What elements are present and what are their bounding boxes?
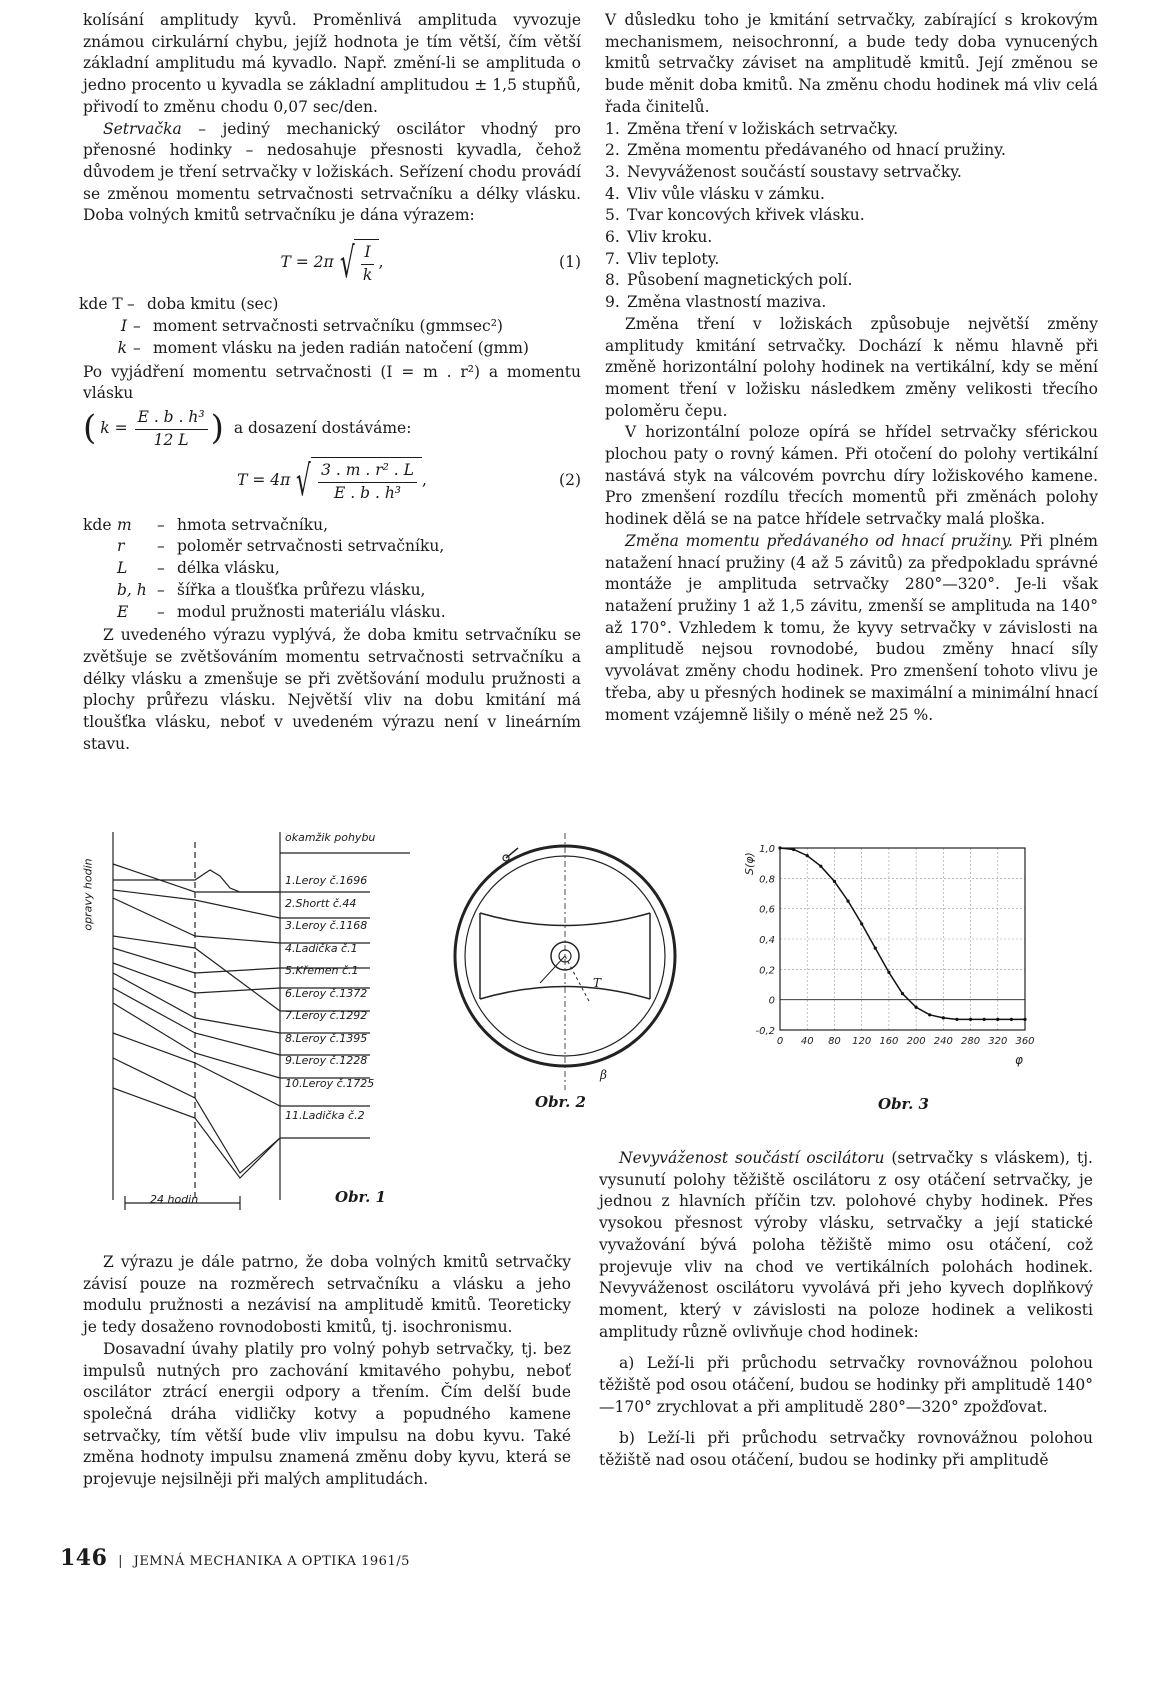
- variable-row: kde T – doba kmitu (sec): [79, 294, 581, 316]
- k-lhs: k =: [100, 419, 128, 438]
- series-label: 2.Shortt č.44: [285, 896, 357, 910]
- left-column-bottom: [83, 1252, 571, 1491]
- eq2-lhs: T = 4π: [237, 471, 291, 490]
- figure-1: [80, 828, 440, 1213]
- y-tick-label: -0,2: [755, 1026, 775, 1037]
- list-item: [605, 162, 1098, 184]
- data-point: [928, 1013, 931, 1016]
- figure-1-labels: [285, 870, 374, 1128]
- x-axis-label: φ: [1015, 1053, 1023, 1067]
- x-tick-label: 120: [852, 1036, 872, 1047]
- equation-number: (2): [559, 471, 581, 490]
- fraction: [361, 242, 373, 286]
- variable-desc: moment vlásku na jeden radián natočení (gmm): [153, 338, 529, 357]
- data-point: [983, 1018, 986, 1021]
- list-text: Vliv kroku.: [627, 228, 713, 247]
- paragraph: [599, 1148, 1093, 1343]
- list-number: 4.: [605, 184, 620, 203]
- radical-sign: √: [296, 456, 312, 506]
- paragraph: b) Leží-li při průchodu setrvačky rovnovážnou polohou těžiště nad osou otáčení, budou se hodinky při amplitudě: [599, 1429, 1093, 1470]
- data-point: [860, 922, 863, 925]
- list-text: Působení magnetických polí.: [627, 271, 853, 290]
- series-label: 11.Ladička č.2: [285, 1109, 365, 1122]
- term: Setrvačka: [103, 119, 182, 138]
- data-point: [887, 971, 890, 974]
- sqrt: [290, 457, 422, 504]
- radical-sign: √: [339, 237, 355, 287]
- variable-row: r – poloměr setrvačnosti setrvačníku,: [83, 536, 581, 558]
- right-column-bottom: [599, 1148, 1093, 1472]
- figure-1-scale: 24 hodin: [150, 1193, 199, 1206]
- variable-row: L – délka vlásku,: [83, 558, 581, 580]
- variable-symbol: E: [117, 602, 129, 621]
- series-label: 4.Ladička č.1: [285, 941, 358, 955]
- variable-symbol: kde T: [79, 295, 123, 314]
- data-point: [942, 1016, 945, 1019]
- page-footer: [60, 1545, 410, 1571]
- paragraph: Z výrazu je dále patrno, že doba volných kmitů setrvačky závisí pouze na rozměrech setrvačníku a vlásku a jeho modulu pružnosti a nezávisí na amplitudě kmitů. Teoreticky je tedy dosaženo rovnodobosti kmitů, tj. isochronismu.: [83, 1253, 571, 1337]
- list-text: Tvar koncových křivek vlásku.: [627, 206, 865, 225]
- data-point: [778, 846, 781, 849]
- journal-name: JEMNÁ MECHANIKA A OPTIKA 1961/5: [133, 1554, 410, 1569]
- kde-label: kde: [83, 515, 112, 534]
- right-column-top: [605, 10, 1098, 726]
- figure-3: [735, 840, 1065, 1080]
- data-point: [846, 899, 849, 902]
- numerator: I: [361, 242, 373, 265]
- list-number: 6.: [605, 228, 620, 247]
- variable-row: k – moment vlásku na jeden radián natočení (gmm): [83, 338, 581, 360]
- list-number: 2.: [605, 141, 620, 160]
- x-tick-label: 80: [828, 1036, 841, 1047]
- numerator: 3 . m . r² . L: [318, 460, 417, 483]
- equation-k: ( k = $\frac{\text{E . b . h³}}{12 L}$ ) a dosazení dostáváme:: [83, 407, 581, 451]
- data-point: [955, 1018, 958, 1021]
- figure-1-header: okamžik pohybu: [285, 831, 376, 844]
- figure-1-caption: Obr. 1: [335, 1188, 386, 1206]
- variable-row: E – modul pružnosti materiálu vlásku.: [83, 602, 581, 624]
- fraction: [135, 407, 208, 451]
- list-item: [605, 227, 1098, 249]
- list-number: 9.: [605, 293, 620, 312]
- x-tick-label: 360: [1015, 1036, 1035, 1047]
- radicand: [311, 457, 422, 504]
- paragraph: a) Leží-li při průchodu setrvačky rovnovážnou polohou těžiště pod osou otáčení, budou se hodinky při amplitudě 140°—170° zrychlovat a při amplitudě 280°—320° zpožďovat.: [599, 1354, 1093, 1416]
- x-tick-label: 200: [906, 1036, 926, 1047]
- paragraph: Dosavadní úvahy platily pro volný pohyb setrvačky, tj. bez impulsů nutných pro zachování kmitavého pohybu, neboť oscilátor ztrácí energii odpory a třením. Čím delší bude společná dráha vidličky kotvy a popudného kamene setrvačky, tím větší bude vliv impulsu na dobu kyvu. Také změna hodnoty impulsu znamená změnu doby kyvu, která se projevuje nejsilněji při malých amplitudách.: [83, 1339, 571, 1489]
- eq-tail: ,: [378, 252, 384, 271]
- data-point: [833, 880, 836, 883]
- variable-symbol: m: [117, 515, 132, 534]
- sqrt: [334, 239, 379, 286]
- paragraph: Z uvedeného výrazu vyplývá, že doba kmitu setrvačníku se zvětšuje se zvětšováním momentu setrvačnosti setrvačníku a délky vlásku a zmenšuje se při zvětšování modulu pružnosti a plochy průřezu vlásku. Největší vliv na dobu kmitání má tloušťka vlásku, neboť v uvedeném výrazu není v lineárním stavu.: [83, 626, 581, 753]
- figure-2: [450, 828, 680, 1098]
- denominator: k: [362, 265, 373, 284]
- variable-symbol: I: [120, 317, 127, 336]
- x-tick-label: 40: [800, 1036, 814, 1047]
- page-number: 146: [60, 1545, 108, 1571]
- data-point: [819, 865, 822, 868]
- data-point: [996, 1018, 999, 1021]
- list-item: [605, 184, 1098, 206]
- footer-separator: |: [118, 1554, 123, 1569]
- equation-1: [83, 239, 581, 286]
- factor-list: [605, 119, 1098, 314]
- paragraph: kolísání amplitudy kyvů. Proměnlivá amplituda vyvozuje známou cirkulární chybu, jejíž hodnota je tím větší, čím větší základní amplitudu má kyvadlo. Např. změní-li se amplituda o jedno procento u kyvadla se základní amplitudou ± 1,5 stupňů, přivodí to změnu chodu 0,07 sec/den.: [83, 11, 581, 116]
- x-tick-label: 0: [776, 1036, 784, 1047]
- list-item: [605, 270, 1098, 292]
- variable-symbol: k: [117, 338, 127, 357]
- variable-desc: hmota setrvačníku,: [177, 515, 329, 534]
- denominator: E . b . h³: [334, 484, 402, 503]
- x-tick-label: 240: [933, 1036, 953, 1047]
- series-label: 5.Křemen č.1: [285, 964, 359, 977]
- data-point: [806, 854, 809, 857]
- data-point: [969, 1018, 972, 1021]
- figure-1-ylabel: opravy hodin: [81, 858, 95, 931]
- list-text: Nevyváženost součástí soustavy setrvačky.: [627, 162, 962, 181]
- variable-desc: doba kmitu (sec): [147, 295, 279, 314]
- equation-tail: a dosazení dostáváme:: [233, 419, 412, 438]
- list-item: [605, 205, 1098, 227]
- equation-number: (1): [559, 252, 581, 271]
- series-label: 3.Leroy č.1168: [285, 919, 368, 932]
- variable-list-2: [83, 515, 581, 624]
- paragraph: Změna tření v ložiskách způsobuje největší změny amplitudy kmitání setrvačky. Dochází k němu hlavně při změně horizontální polohy hodinek na vertikální, kdy se mění moment tření v ložisku následkem změny velikosti třecího poloměru čepu.: [605, 314, 1098, 420]
- list-item: [605, 140, 1098, 162]
- paragraph: [83, 119, 581, 228]
- series-label: 1.Leroy č.1696: [285, 874, 368, 887]
- equation-2: [83, 457, 581, 504]
- figure-2-label-beta: β: [600, 1068, 607, 1082]
- variable-row: I – moment setrvačnosti setrvačníku (gmmsec²): [83, 316, 581, 338]
- list-item: [605, 292, 1098, 314]
- variable-desc: moment setrvačnosti setrvačníku (gmmsec²): [153, 317, 503, 336]
- list-text: Změna vlastností maziva.: [627, 293, 827, 312]
- list-number: 8.: [605, 271, 620, 290]
- figure-2-caption: Obr. 2: [535, 1093, 586, 1111]
- list-number: 7.: [605, 249, 620, 268]
- series-label: 7.Leroy č.1292: [285, 1009, 368, 1022]
- list-number: 5.: [605, 206, 620, 225]
- numerator: E . b . h³: [135, 407, 208, 430]
- variable-desc: modul pružnosti materiálu vlásku.: [177, 602, 446, 621]
- paragraph-text: (setrvačky s vláskem), tj. vysunutí polohy těžiště oscilátoru z osy otáčení setrvačky, je jednou z hlavních příčin tzv. polohové chyby hodinek. Přes vysokou přesnost výroby vlásku, setrvačky a její statické vyvažování bývá poloha těžiště mimo osu otáčení, což projevuje vliv na chod ve vertikálních polohách hodinek. Nevyváženost oscilátoru vyvolává při jeho kyvech doplňkový moment, který v závislosti na poloze hodinek a velikosti amplitudy různě ovlivňuje chod hodinek:: [599, 1149, 1093, 1341]
- x-tick-label: 280: [961, 1036, 981, 1047]
- y-axis-label: S(φ): [743, 852, 756, 875]
- left-column-top: [79, 10, 581, 756]
- figure-2-label-T: T: [593, 976, 602, 990]
- paragraph: V horizontální poloze opírá se hřídel setrvačky sférickou plochou paty o rovný kámen. Při otočení do polohy vertikální nastává styk na válcovém povrchu díry ložiskového kamene. Pro zmenšení rozdílu třecích momentů při změnách polohy hodinek dělá se na patce hřídele setrvačky malá ploška.: [605, 423, 1098, 529]
- list-text: Změna tření v ložiskách setrvačky.: [627, 119, 899, 138]
- variable-symbol: r: [117, 537, 125, 556]
- series-label: 8.Leroy č.1395: [285, 1031, 368, 1045]
- paragraph: [605, 531, 1098, 726]
- list-text: Změna momentu předávaného od hnací pružiny.: [627, 141, 1006, 160]
- figure-2-diagram: [450, 828, 680, 1098]
- x-tick-label: 160: [879, 1036, 899, 1047]
- list-text: Vliv vůle vlásku v zámku.: [627, 184, 825, 203]
- y-tick-label: 0,2: [759, 965, 775, 977]
- list-number: 1.: [605, 119, 620, 138]
- eq-tail: ,: [421, 471, 427, 490]
- y-tick-label: 0,8: [759, 874, 775, 886]
- data-point: [1010, 1018, 1013, 1021]
- paragraph: V důsledku toho je kmitání setrvačky, zabírající s krokovým mechanismem, neisochronní, a bude tedy doba vynucených kmitů setrvačky záviset na amplitudě kmitů. Její změnou se bude měnit doba kmitů. Na změnu chodu hodinek má vliv celá řada činitelů.: [605, 11, 1098, 116]
- data-point: [874, 947, 877, 950]
- y-tick-label: 1,0: [759, 844, 775, 855]
- variable-desc: poloměr setrvačnosti setrvačníku,: [177, 537, 445, 556]
- variable-desc: délka vlásku,: [177, 559, 280, 578]
- x-tick-label: 320: [988, 1036, 1008, 1047]
- variable-row: kde m – hmota setrvačníku,: [83, 515, 581, 537]
- term: Nevyváženost součástí oscilátoru: [619, 1149, 885, 1167]
- data-point: [792, 848, 795, 851]
- list-text: Vliv teploty.: [627, 249, 720, 268]
- paragraph: Po vyjádření momentu setrvačnosti (I = m . r²) a momentu vlásku: [83, 362, 581, 403]
- data-point: [915, 1006, 918, 1009]
- y-tick-label: 0: [768, 995, 775, 1007]
- variable-symbol: b, h: [117, 580, 147, 599]
- list-item: [605, 119, 1098, 141]
- paragraph-text: – jediný mechanický oscilátor vhodný pro přenosné hodinky – nedosahuje přesnosti kyvadla, čehož důvodem je tření setrvačky v ložiskách. Seřízení chodu provádí se změnou momentu setrvačnosti setrvačníku a délky vlásku. Doba volných kmitů setrvačníku je dána výrazem:: [83, 119, 581, 225]
- radicand: [354, 239, 378, 286]
- data-point: [1023, 1018, 1026, 1021]
- series-label: 9.Leroy č.1228: [285, 1054, 368, 1067]
- data-point: [901, 992, 904, 995]
- figure-3-caption: Obr. 3: [878, 1095, 929, 1113]
- variable-list-1: [79, 294, 581, 359]
- y-tick-label: 0,4: [759, 935, 775, 946]
- denominator: 12 L: [153, 430, 189, 449]
- chart-svg: [735, 840, 1065, 1080]
- variable-symbol: L: [117, 559, 128, 578]
- variable-row: b, h – šířka a tloušťka průřezu vlásku,: [83, 580, 581, 602]
- paragraph-text: Při plném natažení hnací pružiny (4 až 5 závitů) za předpokladu správné montáže je amplituda setrvačky 280°—320°. Je-li však natažení pružiny 1 až 1,5 závitu, zmenší se amplituda na 140° až 170°. Vzhledem k tomu, že kyvy setrvačky v závislosti na amplitudě nejsou rovnodobé, budou změny hnací síly vyvolávat změny chodu hodinek. Pro zmenšení tohoto vlivu je třeba, aby u přesných hodinek se maximální a minimální hnací moment vzájemně lišily o méně než 25 %.: [605, 531, 1098, 724]
- figure-1-diagram: [80, 828, 440, 1213]
- fraction: [318, 460, 417, 504]
- list-item: [605, 249, 1098, 271]
- list-number: 3.: [605, 162, 620, 181]
- y-tick-label: 0,6: [759, 904, 775, 916]
- series-label: 10.Leroy č.1725: [285, 1076, 375, 1090]
- eq1-lhs: T = 2π: [280, 252, 334, 271]
- term: Změna momentu předávaného od hnací pružiny.: [625, 531, 1013, 550]
- series-label: 6.Leroy č.1372: [285, 986, 368, 1000]
- variable-desc: šířka a tloušťka průřezu vlásku,: [177, 580, 426, 599]
